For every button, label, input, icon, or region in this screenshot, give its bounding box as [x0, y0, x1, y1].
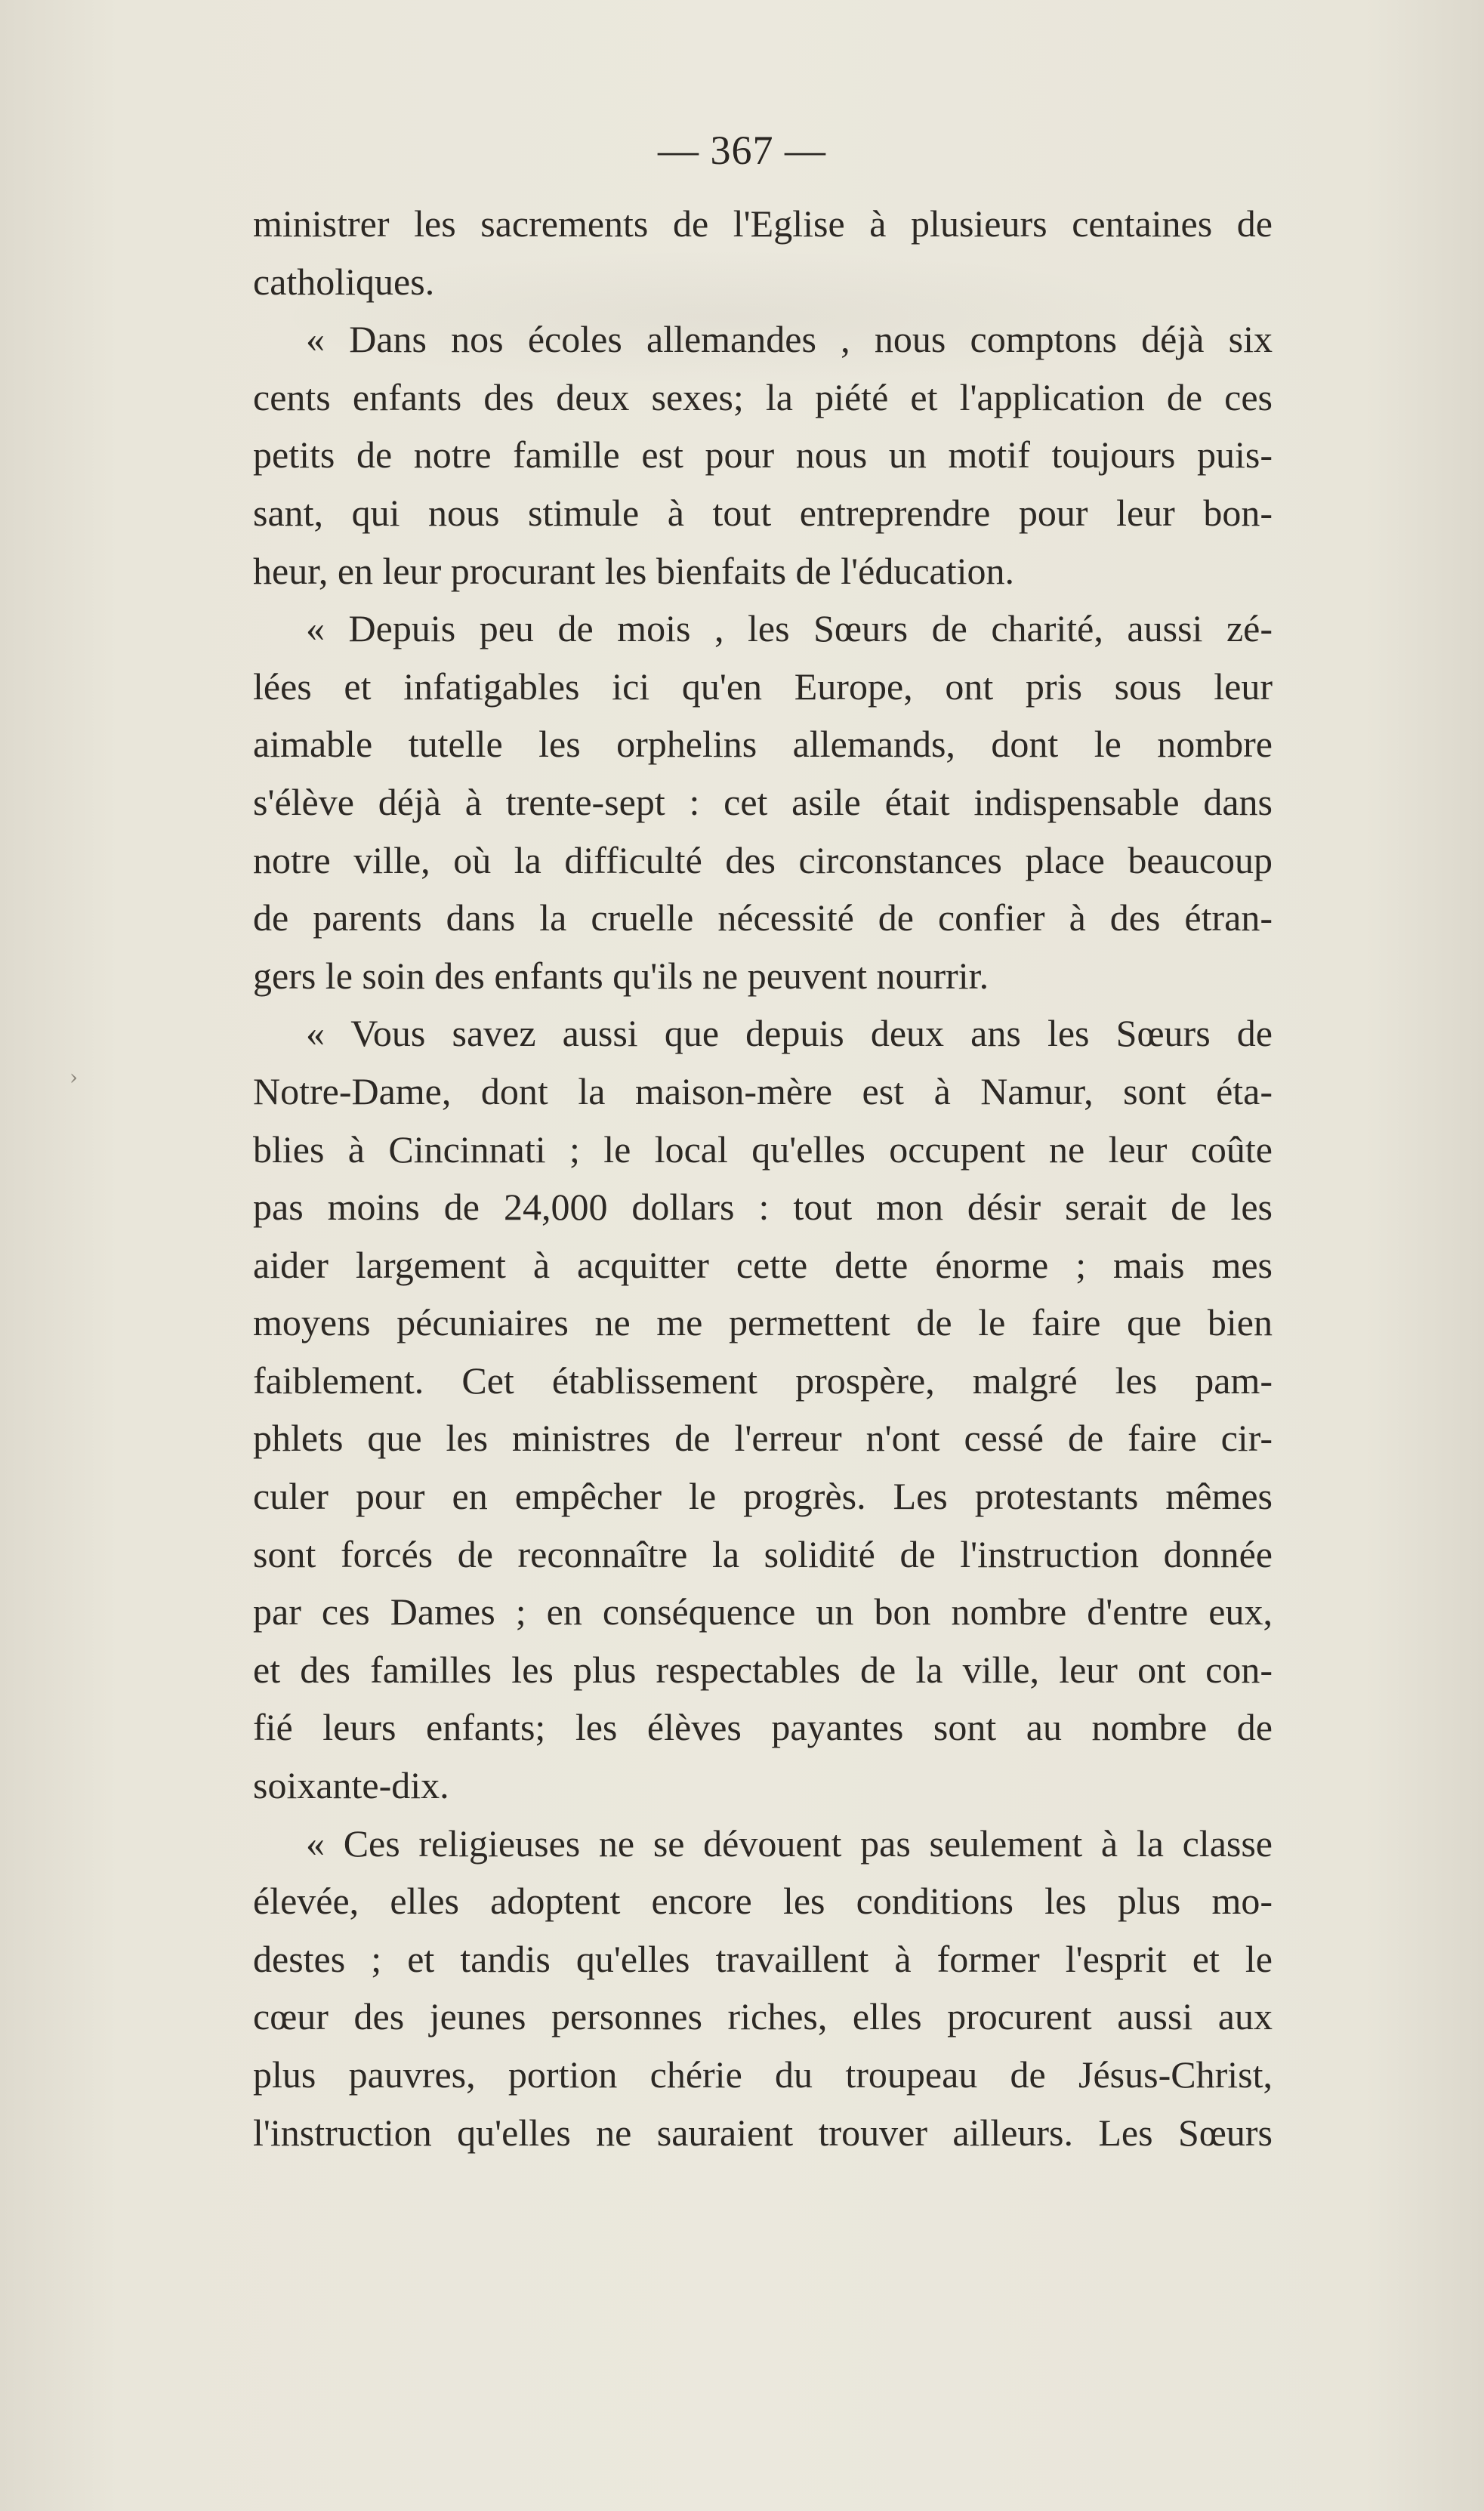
text-line: phlets que les ministres de l'erreur n'ont cessé de faire cir-: [253, 1417, 1273, 1460]
text-line: pas moins de 24,000 dollars : tout mon désir serait de les: [253, 1186, 1273, 1229]
text-line: heur, en leur procurant les bienfaits de l'éducation.: [253, 549, 1015, 592]
text-line: cents enfants des deux sexes; la piété et l'application de ces: [253, 375, 1273, 418]
text-line: « Dans nos écoles allemandes , nous comptons déjà six: [306, 318, 1273, 361]
text-line: moyens pécuniaires ne me permettent de le faire que bien: [253, 1301, 1273, 1344]
text-line: culer pour en empêcher le progrès. Les protestants mêmes: [253, 1475, 1273, 1518]
text-line: ministrer les sacrements de l'Eglise à plusieurs centaines de: [253, 202, 1273, 245]
text-line: soixante-dix.: [253, 1764, 449, 1807]
text-line: sant, qui nous stimule à tout entreprendre pour leur bon-: [253, 491, 1273, 534]
text-line: plus pauvres, portion chérie du troupeau de Jésus-Christ,: [253, 2053, 1273, 2096]
text-line: de parents dans la cruelle nécessité de confier à des étran-: [253, 896, 1273, 939]
text-line: gers le soin des enfants qu'ils ne peuvent nourrir.: [253, 954, 989, 997]
text-line: aimable tutelle les orphelins allemands, dont le nombre: [253, 723, 1273, 766]
text-line: sont forcés de reconnaître la solidité de l'instruction donnée: [253, 1532, 1273, 1575]
text-line: destes ; et tandis qu'elles travaillent à former l'esprit et le: [253, 1937, 1273, 1980]
text-line: catholiques.: [253, 260, 435, 303]
text-line: petits de notre famille est pour nous un motif toujours puis-: [253, 433, 1273, 477]
text-line: cœur des jeunes personnes riches, elles procurent aussi aux: [253, 1995, 1273, 2038]
text-line: blies à Cincinnati ; le local qu'elles occupent ne leur coûte: [253, 1127, 1273, 1171]
page-number: — 367 —: [658, 128, 826, 173]
text-line: Notre-Dame, dont la maison-mère est à Namur, sont éta-: [253, 1069, 1273, 1112]
body-text: [253, 195, 1273, 2161]
text-line: par ces Dames ; en conséquence un bon nombre d'entre eux,: [253, 1590, 1273, 1633]
text-line: « Ces religieuses ne se dévouent pas seulement à la classe: [306, 1822, 1273, 1865]
text-line: aider largement à acquitter cette dette énorme ; mais mes: [253, 1243, 1273, 1286]
text-line: « Vous savez aussi que depuis deux ans les Sœurs de: [306, 1012, 1273, 1055]
text-line: lées et infatigables ici qu'en Europe, ont pris sous leur: [253, 665, 1273, 708]
margin-mark: ›: [69, 1065, 79, 1090]
text-line: et des familles les plus respectables de la ville, leur ont con-: [253, 1648, 1273, 1691]
text-line: s'élève déjà à trente-sept : cet asile était indispensable dans: [253, 780, 1273, 823]
text-line: « Depuis peu de mois , les Sœurs de charité, aussi zé-: [306, 607, 1273, 650]
text-line: notre ville, où la difficulté des circonstances place beaucoup: [253, 838, 1273, 881]
text-line: élevée, elles adoptent encore les conditions les plus mo-: [253, 1880, 1273, 1923]
text-line: fié leurs enfants; les élèves payantes sont au nombre de: [253, 1706, 1273, 1749]
text-line: l'instruction qu'elles ne sauraient trouver ailleurs. Les Sœurs: [253, 2111, 1273, 2154]
text-line: faiblement. Cet établissement prospère, malgré les pam-: [253, 1359, 1273, 1402]
